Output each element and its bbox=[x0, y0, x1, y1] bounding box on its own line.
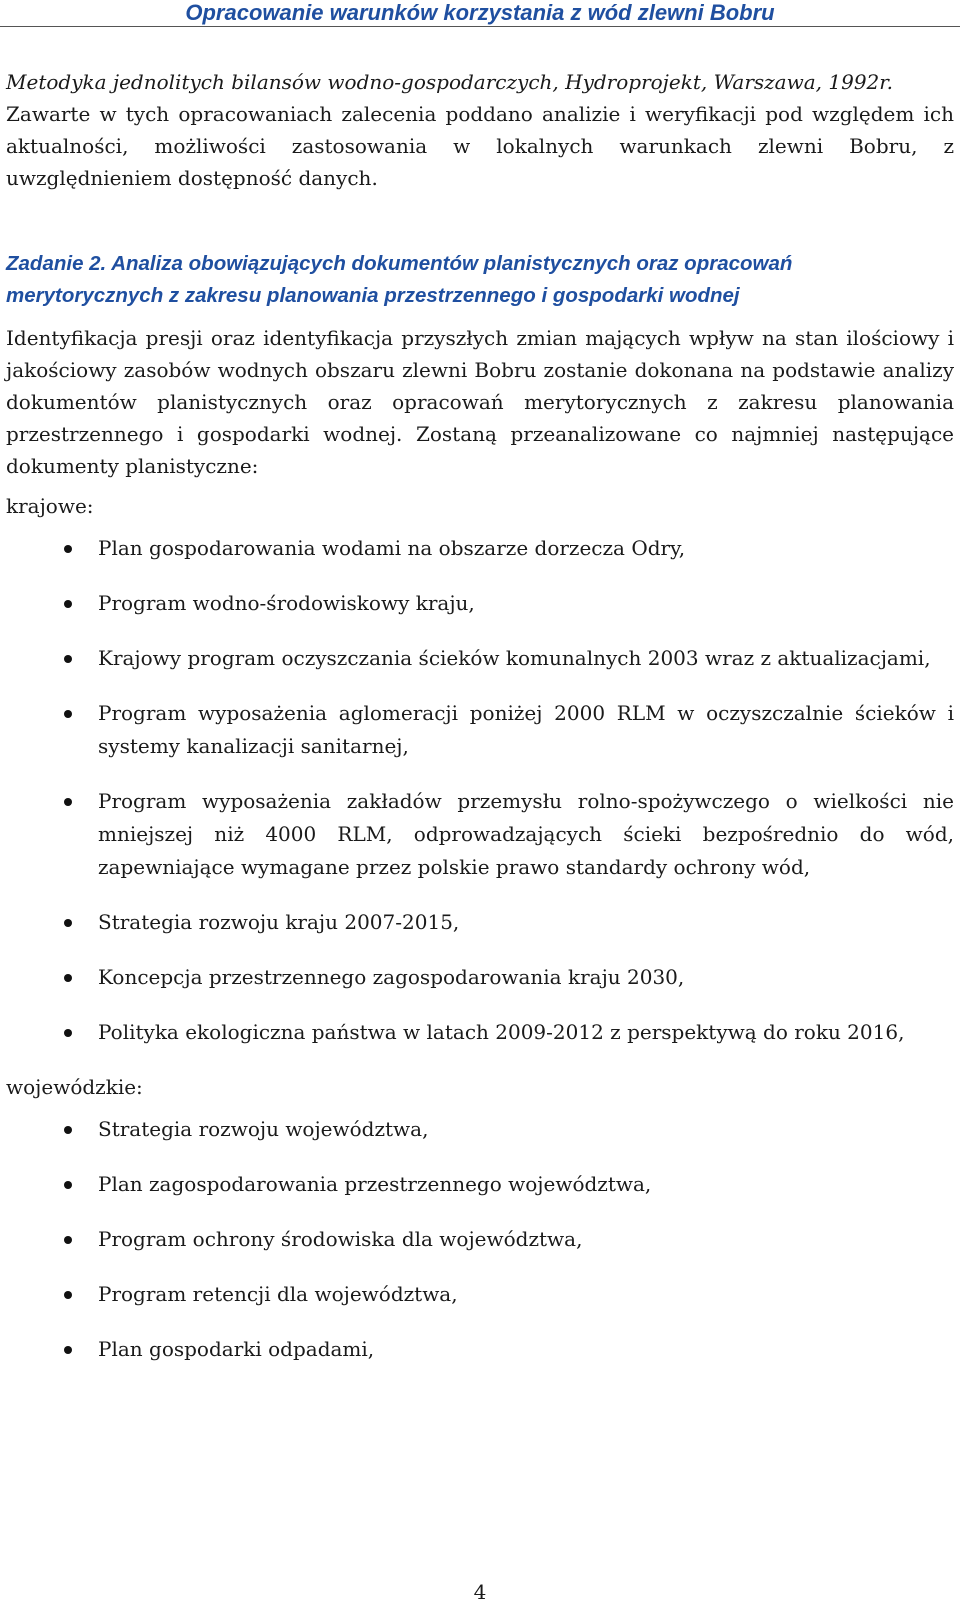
list-item: Krajowy program oczyszczania ścieków komunalnych 2003 wraz z aktualizacjami, bbox=[6, 642, 954, 675]
list-item: Plan zagospodarowania przestrzennego województwa, bbox=[6, 1168, 954, 1201]
page-number: 4 bbox=[473, 1580, 487, 1604]
list-item: Polityka ekologiczna państwa w latach 2009-2012 z perspektywą do roku 2016, bbox=[6, 1016, 954, 1049]
list-item: Program retencji dla województwa, bbox=[6, 1278, 954, 1311]
krajowe-label: krajowe: bbox=[6, 494, 94, 518]
document-body bbox=[6, 66, 954, 1388]
section-heading: Zadanie 2. Analiza obowiązujących dokumentów planistycznych oraz opracowań merytorycznych z zakresu planowania przestrzennego i gospodarki wodnej bbox=[6, 252, 793, 307]
list-item: Program wyposażenia aglomeracji poniżej 2000 RLM w oczyszczalnie ścieków i systemy kanalizacji sanitarnej, bbox=[6, 697, 954, 763]
page-header bbox=[0, 0, 960, 27]
list-item: Koncepcja przestrzennego zagospodarowania kraju 2030, bbox=[6, 961, 954, 994]
header-title: Opracowanie warunków korzystania z wód zlewni Bobru bbox=[185, 0, 775, 25]
list-item: Strategia rozwoju województwa, bbox=[6, 1113, 954, 1146]
list-item: Strategia rozwoju kraju 2007-2015, bbox=[6, 906, 954, 939]
wojewodzkie-list bbox=[6, 1113, 954, 1366]
list-item: Program wyposażenia zakładów przemysłu rolno-spożywczego o wielkości nie mniejszej niż 4000 RLM, odprowadzających ścieki bezpośrednio do wód, zapewniające wymagane przez polskie prawo standardy ochrony wód, bbox=[6, 785, 954, 884]
citation-line: Metodyka jednolitych bilansów wodno-gospodarczych, Hydroprojekt, Warszawa, 1992r. bbox=[6, 70, 893, 94]
list-item: Program wodno-środowiskowy kraju, bbox=[6, 587, 954, 620]
wojewodzkie-label: wojewódzkie: bbox=[6, 1075, 143, 1099]
krajowe-list bbox=[6, 532, 954, 1049]
section-paragraph: Identyfikacja presji oraz identyfikacja przyszłych zmian mających wpływ na stan ilościowy i jakościowy zasobów wodnych obszaru zlewni Bobru zostanie dokonana na podstawie analizy dokumentów planistycznych oraz opracowań merytorycznych z zakresu planowania przestrzennego i gospodarki wodnej. Zostaną przeanalizowane co najmniej następujące dokumenty planistyczne: bbox=[6, 326, 954, 478]
list-item: Plan gospodarowania wodami na obszarze dorzecza Odry, bbox=[6, 532, 954, 565]
list-item: Plan gospodarki odpadami, bbox=[6, 1333, 954, 1366]
list-item: Program ochrony środowiska dla województwa, bbox=[6, 1223, 954, 1256]
intro-paragraph: Zawarte w tych opracowaniach zalecenia poddano analizie i weryfikacji pod względem ich aktualności, możliwości zastosowania w lokalnych warunkach zlewni Bobru, z uwzględnieniem dostępność danych. bbox=[6, 102, 954, 190]
